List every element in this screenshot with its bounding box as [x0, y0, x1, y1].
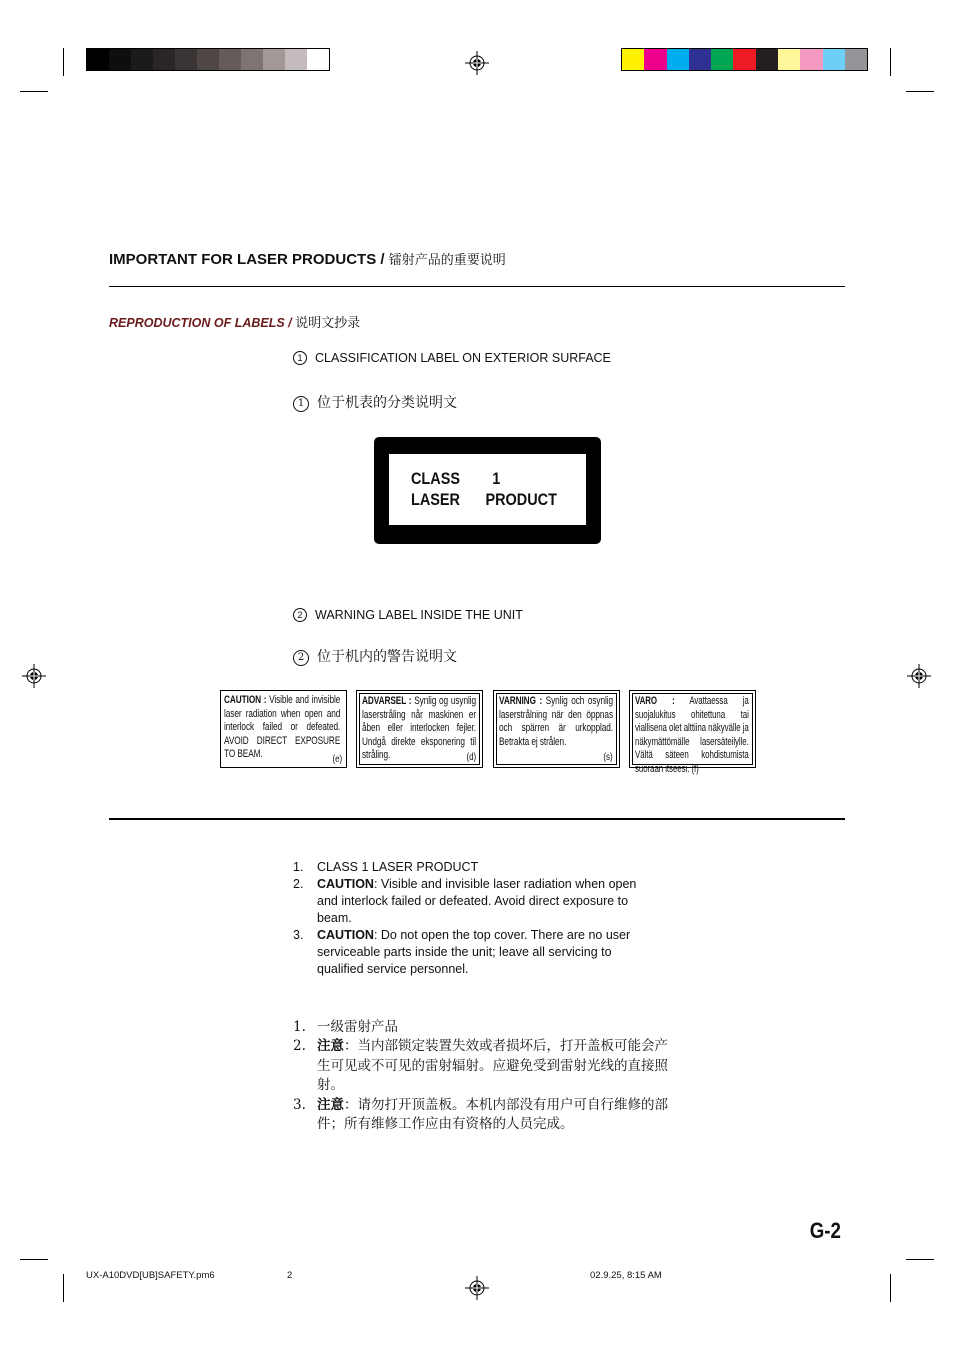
list-bold: CAUTION	[317, 877, 374, 891]
color-swatch	[778, 49, 800, 70]
label-line-2	[411, 490, 557, 510]
color-swatch	[845, 49, 867, 70]
language-code: (s)	[603, 752, 613, 763]
language-code: (f)	[691, 762, 699, 775]
list-bold: 注意	[317, 1038, 344, 1055]
crop-mark	[20, 1259, 48, 1260]
list-text	[317, 876, 653, 927]
color-swatch	[175, 49, 197, 70]
warning-head: CAUTION :	[224, 694, 267, 706]
footer-date: 02.9.25, 8:15 AM	[590, 1270, 662, 1281]
registration-mark-icon	[22, 664, 46, 688]
color-swatch	[241, 49, 263, 70]
list-item	[293, 1037, 673, 1095]
list-body: ：当内部锁定装置失效或者损坏后，打开盖板可能会产生可见或不可见的雷射辐射。应避免受到雷射光线的直接照射。	[317, 1038, 668, 1094]
color-swatch	[219, 49, 241, 70]
registration-mark-icon	[465, 51, 489, 75]
crop-mark	[906, 1259, 934, 1260]
color-swatch	[756, 49, 778, 70]
section-title-en: IMPORTANT FOR LASER PRODUCTS	[109, 251, 377, 268]
caption-text: 位于机内的警告说明文	[317, 649, 457, 665]
process-color-bar	[621, 48, 868, 71]
warning-body: Synlig og usynlig laserstråling når maskinen er åben eller interlocken fejler. Undgå direkte eksponering til stråling.	[362, 695, 476, 762]
list-text	[317, 927, 653, 978]
list-item	[293, 1096, 673, 1135]
warning-body: Avattaessa ja suojalukitus ohitettuna tai viallisena olet alttiina näkyvälle ja näkymättömälle lasersäteilylle. Vältä säteen kohdistumista suoraan itseesi.	[635, 695, 749, 775]
crop-mark	[890, 1274, 891, 1302]
color-swatch	[307, 49, 329, 70]
color-swatch	[667, 49, 689, 70]
crop-mark	[906, 91, 934, 92]
list-body: : Visible and invisible laser radiation when open and interlock failed or defeated. Avoid direct exposure to beam.	[317, 877, 637, 925]
crop-mark	[63, 48, 64, 76]
label2-caption-en	[293, 608, 523, 622]
title-separator: /	[284, 316, 296, 330]
color-swatch	[131, 49, 153, 70]
label-line-1	[411, 469, 500, 489]
section-title-zh: 镭射产品的重要说明	[388, 253, 506, 268]
color-swatch	[733, 49, 755, 70]
warning-label-varo	[629, 690, 756, 775]
caption-text: 位于机表的分类说明文	[317, 395, 457, 411]
list-body: 一级雷射产品	[317, 1019, 398, 1035]
list-text	[317, 859, 478, 876]
circled-number: 2	[293, 650, 309, 666]
divider	[109, 818, 845, 820]
warning-label-advarsel	[356, 690, 483, 768]
warning-head: ADVARSEL :	[362, 695, 412, 707]
explanation-list-en	[293, 859, 653, 978]
circled-number: 1	[293, 351, 307, 365]
crop-mark	[890, 48, 891, 76]
list-item	[293, 1018, 673, 1037]
warning-text	[362, 695, 476, 763]
color-swatch	[823, 49, 845, 70]
warning-text	[635, 695, 749, 777]
color-swatch	[197, 49, 219, 70]
registration-mark-icon	[907, 664, 931, 688]
warning-head: VARNING :	[499, 695, 543, 707]
color-swatch	[689, 49, 711, 70]
language-code: (e)	[332, 754, 342, 765]
warning-head: VARO :	[635, 695, 675, 707]
label-word: 1	[492, 469, 501, 488]
list-text	[317, 1096, 673, 1135]
color-swatch	[285, 49, 307, 70]
color-swatch	[263, 49, 285, 70]
label2-caption-zh	[293, 646, 457, 666]
list-number: 2.	[293, 877, 304, 891]
list-text	[317, 1037, 673, 1095]
label-word: CLASS	[411, 469, 460, 488]
list-number: 3.	[293, 1096, 306, 1113]
title-separator: /	[376, 251, 389, 268]
list-bold: CAUTION	[317, 928, 374, 942]
warning-label-varning	[493, 690, 620, 768]
list-number: 1.	[293, 1019, 306, 1035]
subsection-title-zh: 说明文抄录	[295, 316, 361, 331]
list-body: CLASS 1 LASER PRODUCT	[317, 860, 479, 874]
color-swatch	[644, 49, 666, 70]
color-swatch	[711, 49, 733, 70]
label-inner-panel	[389, 454, 586, 525]
grayscale-calibration-bar	[86, 48, 330, 71]
section-title	[109, 249, 506, 268]
label-word: LASER	[411, 490, 460, 509]
color-swatch	[622, 49, 644, 70]
footer-filename: UX-A10DVD[UB]SAFETY.pm6	[86, 1270, 215, 1281]
list-number: 2.	[293, 1038, 306, 1055]
page-number: G-2	[810, 1218, 842, 1243]
crop-mark	[20, 91, 48, 92]
label1-caption-zh	[293, 392, 457, 412]
color-swatch	[87, 49, 109, 70]
subsection-title	[109, 312, 360, 331]
list-body: ：请勿打开顶盖板。本机内部没有用户可自行维修的部件；所有维修工作应由有资格的人员完成。	[317, 1096, 668, 1133]
caption-text: WARNING LABEL INSIDE THE UNIT	[315, 608, 523, 622]
divider	[109, 286, 845, 287]
circled-number: 2	[293, 608, 307, 622]
footer-page: 2	[287, 1270, 293, 1281]
explanation-list-zh	[293, 1018, 673, 1134]
warning-text	[224, 694, 340, 762]
caption-text: CLASSIFICATION LABEL ON EXTERIOR SURFACE	[315, 351, 611, 365]
registration-mark-icon	[465, 1276, 489, 1300]
list-number: 3.	[293, 928, 304, 942]
language-code: (d)	[466, 752, 476, 763]
color-swatch	[153, 49, 175, 70]
crop-mark	[63, 1274, 64, 1302]
warning-text	[499, 695, 613, 749]
list-text	[317, 1018, 398, 1037]
warning-body: Visible and invisible laser radiation when open and interlock failed or defeated. AVOID DIRECT EXPOSURE TO BEAM.	[224, 694, 341, 761]
list-item	[293, 927, 653, 978]
label-word: PRODUCT	[485, 490, 557, 509]
color-swatch	[109, 49, 131, 70]
class1-laser-label	[374, 437, 601, 544]
label1-caption-en	[293, 351, 611, 365]
list-item	[293, 859, 653, 876]
circled-number: 1	[293, 396, 309, 412]
warning-label-caution	[220, 690, 347, 768]
warning-body: Synlig och osynlig laserstrålning när den öppnas och spärren är urkopplad. Betrakta ej strålen.	[499, 695, 613, 748]
list-bold: 注意	[317, 1096, 344, 1113]
list-body: : Do not open the top cover. There are no user serviceable parts inside the unit; leave all servicing to qualified service personnel.	[317, 928, 631, 976]
subsection-title-en: REPRODUCTION OF LABELS	[109, 316, 285, 330]
color-swatch	[800, 49, 822, 70]
list-number: 1.	[293, 860, 304, 874]
list-item	[293, 876, 653, 927]
